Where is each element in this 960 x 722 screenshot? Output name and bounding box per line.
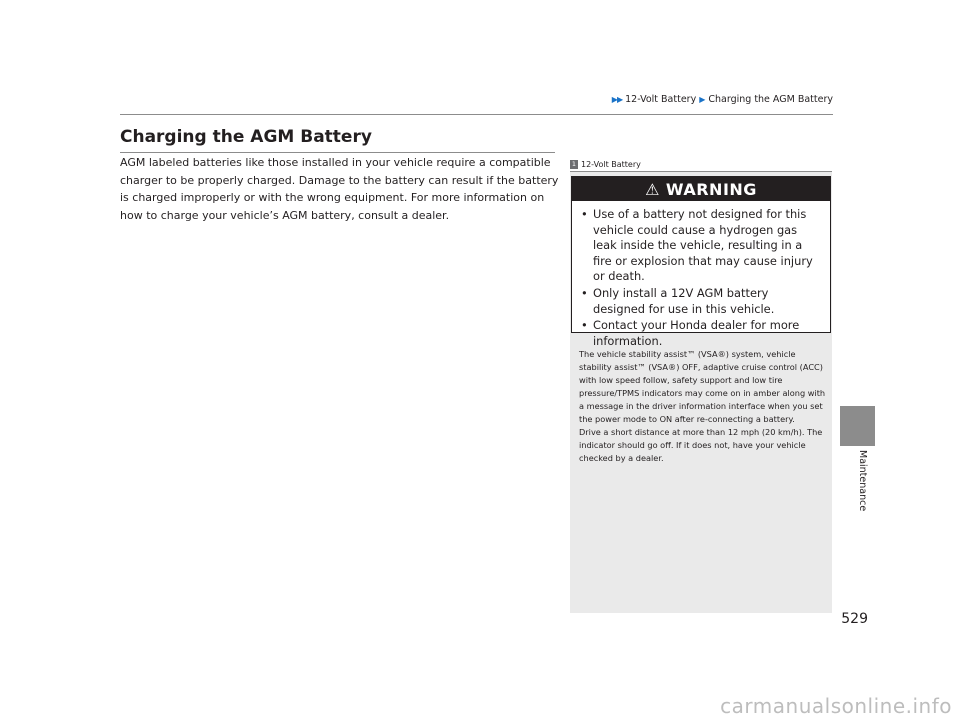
bullet-icon: • [581,285,588,300]
side-note-text [579,348,829,465]
warning-title: WARNING [665,179,757,199]
section-body: AGM labeled batteries like those installed in your vehicle require a compatible charger to be properly charged. Damage to the battery can result if the battery is charged improperly or with the wrong equipment. For more information on how to charge your vehicle’s AGM battery, consult a dealer. [120,156,559,222]
side-note-header [570,157,832,171]
warning-title-bar [572,177,830,201]
breadcrumb-item-2[interactable]: Charging the AGM Battery [708,94,833,105]
title-underline [120,152,555,153]
side-note-paragraph: Drive a short distance at more than 12 mph (20 km/h). The indicator should go off. If it does not, have your vehicle checked by a dealer. [579,427,823,463]
page-title: Charging the AGM Battery [120,127,372,147]
warning-item: • Use of a battery not designed for this vehicle could cause a hydrogen gas leak inside the vehicle, resulting in a fire or explosion that may cause injury or death. [581,207,813,284]
side-note-title: 12-Volt Battery [581,159,641,169]
arrow-icon: ▶ [699,95,706,104]
double-arrow-icon: ▶▶ [611,95,623,104]
chapter-tab[interactable] [840,406,875,446]
header-divider [120,114,833,115]
breadcrumb [612,94,833,105]
side-note-divider [570,171,832,172]
warning-item: • Contact your Honda dealer for more information. [581,318,800,348]
reference-number-icon: 1 [571,159,577,168]
watermark: carmanualsonline.info [720,694,952,718]
side-note-paragraph: The vehicle stability assist™ (VSA®) system, vehicle stability assist™ (VSA®) OFF, adaptive cruise control (ACC) with low speed follow, safety support and low tire pressure/TPMS indicators may come on in amber along with a message in the driver information interface when you set the power mode to ON after re-connecting a battery. [579,349,826,424]
warning-item: • Only install a 12V AGM battery designed for use in this vehicle. [581,285,775,316]
breadcrumb-item-1[interactable]: 12-Volt Battery [625,94,697,105]
bullet-icon: • [581,318,588,333]
chapter-label: Maintenance [857,450,868,512]
warning-box [571,176,831,348]
warning-list [572,207,830,349]
bullet-icon: • [581,207,588,221]
warning-triangle-icon: ⚠ [645,179,660,199]
page-number: 529 [841,611,868,627]
